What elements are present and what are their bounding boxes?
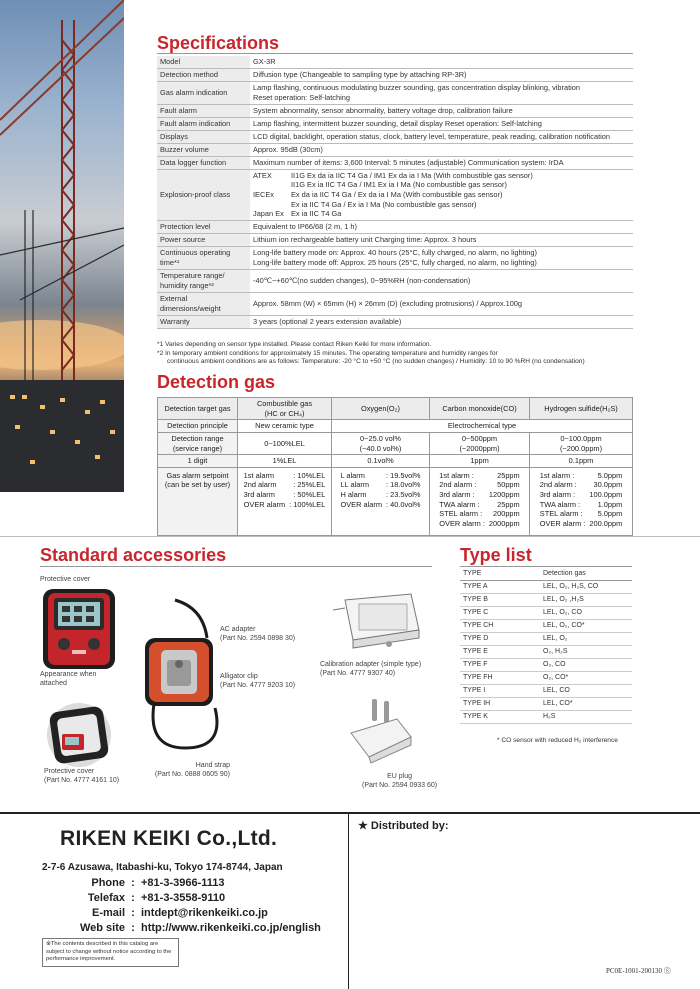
table-row xyxy=(157,169,633,220)
table-cell: 0.1vol% xyxy=(332,455,430,468)
spec-label: Power source xyxy=(157,233,250,246)
footnote: continuous ambient conditions are as follows: Temperature: -20 °C to +50 °C (no sudden changes) / Humidity: 10 to 90 %RH (no condensation) xyxy=(167,358,585,366)
spec-value: Lithium ion rechargeable battery unit Charging time: Approx. 3 hours xyxy=(250,233,633,246)
spec-value: -40℃~+60℃(no sudden changes), 0~95%RH (non-condensation) xyxy=(250,269,633,292)
table-row xyxy=(157,104,633,117)
specification-footnotes xyxy=(157,341,657,367)
spec-label xyxy=(157,269,250,292)
alarm-name: 2nd alarm xyxy=(243,480,277,490)
table-row xyxy=(460,632,632,645)
protective-cover-heading: Protective cover xyxy=(40,576,91,583)
caption-line: Hand strap xyxy=(195,762,230,769)
alarm-value: 200.0ppm xyxy=(589,518,623,528)
ac-adapter-caption xyxy=(220,626,295,644)
alarm-name: 1st alarm xyxy=(243,470,275,480)
row-label-line: Detection range xyxy=(171,433,224,443)
spec-value xyxy=(250,246,633,269)
alarm-value: 25ppm xyxy=(497,470,520,480)
phone-number: +81-3-3966-1113 xyxy=(141,877,225,889)
table-header-row xyxy=(158,398,633,420)
section-divider xyxy=(0,536,700,537)
accessories-heading: Standard accessories xyxy=(40,545,227,565)
table-cell xyxy=(238,467,332,535)
table-cell xyxy=(332,432,430,454)
column-header: Hydrogen sulfide(H₂S) xyxy=(530,398,633,420)
table-row xyxy=(158,467,633,535)
type-name: TYPE D xyxy=(460,632,540,645)
caption-line: (Part No. 0888 0605 90) xyxy=(154,770,230,778)
table-cell xyxy=(332,467,430,535)
spec-value: Approx. 95dB (30cm) xyxy=(250,143,633,156)
alarm-value: : 100%LEL xyxy=(289,499,326,509)
table-row xyxy=(157,246,633,269)
type-gases: O₂, CO* xyxy=(540,671,632,684)
contact-block xyxy=(66,876,321,936)
alarm-value: : 25%LEL xyxy=(293,480,326,490)
table-row xyxy=(157,269,633,292)
alarm-name: 2nd alarm : xyxy=(439,480,477,490)
cert-label: Japan Ex xyxy=(253,209,284,219)
row-label: 1 digit xyxy=(158,455,238,468)
caption-line: EU plug xyxy=(387,773,412,780)
protective-cover-image xyxy=(44,702,114,768)
alarm-name: OVER alarm : xyxy=(539,518,586,528)
type-gases: LEL, CO* xyxy=(540,697,632,710)
heading-rule xyxy=(157,53,633,54)
crane-silhouette-graphic xyxy=(0,0,124,492)
contact-label: Web site xyxy=(79,922,125,934)
contact-label: Telefax xyxy=(87,892,125,904)
table-cell xyxy=(238,432,332,454)
column-header: TYPE xyxy=(460,567,540,580)
spec-label: Detection method xyxy=(157,68,250,81)
alligator-clip-caption xyxy=(220,673,295,691)
table-row xyxy=(158,432,633,454)
spec-label-line: humidity range*² xyxy=(160,280,214,290)
table-row xyxy=(460,658,632,671)
alarm-value: 100.0ppm xyxy=(589,490,623,499)
caption-line: Appearance when xyxy=(40,671,97,678)
cell-line: (~40.0 vol%) xyxy=(359,443,402,453)
spec-label: Model xyxy=(157,56,250,68)
footer-divider xyxy=(0,812,700,814)
alarm-value: 2000ppm xyxy=(488,518,520,528)
cert-value: Ex da ia IIC T4 Ga / Ex da ia I Ma (With combustible gas sensor) xyxy=(291,190,503,200)
alarm-value: : 18.0vol% xyxy=(385,480,421,490)
table-cell xyxy=(530,432,633,454)
contact-label: E-mail xyxy=(91,907,125,919)
spec-label: Displays xyxy=(157,130,250,143)
column-header: Detection target gas xyxy=(158,398,238,420)
table-row xyxy=(157,68,633,81)
table-row xyxy=(460,606,632,619)
table-row xyxy=(460,645,632,658)
type-gases: LEL, O₂, H₂S, CO xyxy=(540,580,632,593)
calibration-adapter-image xyxy=(325,590,425,656)
type-gases: LEL, CO xyxy=(540,684,632,697)
cell-line: 0~100%LEL xyxy=(264,438,305,448)
alarm-value: 25ppm xyxy=(497,499,520,509)
cert-label: IECEx xyxy=(253,190,274,200)
disclaimer-note: ※The contents described in this catalog are subject to change without notice according to the performance improvement. xyxy=(42,938,179,967)
table-cell xyxy=(430,432,530,454)
type-gases: LEL, O₂, CO* xyxy=(540,619,632,632)
caption-line: (Part No. 2594 0933 60) xyxy=(362,781,438,789)
table-cell: 1%LEL xyxy=(238,455,332,468)
alarm-value: 5.0ppm xyxy=(597,470,623,480)
type-name: TYPE C xyxy=(460,606,540,619)
heading-rule xyxy=(40,566,432,567)
caption-line: (Part No. 2594 0898 30) xyxy=(220,634,296,642)
caption-line: (Part No. 4777 4161 10) xyxy=(44,776,120,784)
table-row xyxy=(460,593,632,606)
hand-strap-caption xyxy=(150,762,230,780)
table-row xyxy=(157,156,633,169)
table-row xyxy=(460,697,632,710)
alarm-setpoint-list xyxy=(244,471,326,510)
alarm-setpoint-list xyxy=(439,471,519,529)
spec-value: Equivalent to IP66/68 (2 m, 1 h) xyxy=(250,220,633,233)
type-name: TYPE I xyxy=(460,684,540,697)
table-row xyxy=(158,455,633,468)
type-gases: H₂S xyxy=(540,710,632,723)
website-url: http://www.rikenkeiki.co.jp/english xyxy=(141,922,321,934)
table-row xyxy=(460,684,632,697)
spec-label: Explosion-proof class xyxy=(157,169,250,220)
column-header: Detection gas xyxy=(540,567,632,580)
table-row xyxy=(460,710,632,723)
cert-value: Ex ia IIC T4 Ga xyxy=(291,209,342,219)
alarm-name: TWA alarm : xyxy=(539,499,581,509)
cert-value: II1G Ex ia IIC T4 Ga / IM1 Ex ia I Ma (No combustible gas sensor) xyxy=(291,180,507,190)
footer-vertical-divider xyxy=(348,814,349,989)
alarm-name: OVER alarm xyxy=(243,499,286,509)
alarm-value: : 50%LEL xyxy=(293,490,326,499)
catalog-code: PC0E-1001-200130 Ⓢ xyxy=(606,967,671,975)
table-cell: New ceramic type xyxy=(238,420,332,433)
table-cell: 0.1ppm xyxy=(530,455,633,468)
table-cell: Electrochemical type xyxy=(332,420,633,433)
table-row xyxy=(157,130,633,143)
table-cell xyxy=(430,467,530,535)
caption-line: (Part No. 4777 9203 10) xyxy=(220,681,296,689)
company-address: 2-7-6 Azusawa, Itabashi-ku, Tokyo 174-8744, Japan xyxy=(42,862,283,873)
table-row xyxy=(157,292,633,315)
alarm-value: : 40.0vol% xyxy=(385,499,421,509)
cell-line: 0~25.0 vol% xyxy=(360,433,401,443)
footnote: *2 In temporary ambient conditions for approximately 15 minutes. The operating temperature and humidity ranges for xyxy=(157,349,498,357)
table-row xyxy=(460,580,632,593)
alarm-value: 30.0ppm xyxy=(593,480,623,490)
contact-row: Phone : +81-3-3966-1113 xyxy=(66,876,321,891)
eu-plug-caption xyxy=(362,773,437,791)
type-gases: LEL, O₂ ,H₂S xyxy=(540,593,632,606)
spec-label: Data logger function xyxy=(157,156,250,169)
alarm-value: 1200ppm xyxy=(488,490,520,499)
alarm-name: STEL alarm : xyxy=(439,509,483,519)
row-label-line: (can be set by user) xyxy=(164,480,231,490)
table-row xyxy=(157,220,633,233)
type-name: TYPE B xyxy=(460,593,540,606)
spec-label: Warranty xyxy=(157,315,250,328)
table-row xyxy=(157,117,633,130)
cert-label: ATEX xyxy=(253,170,272,180)
distributed-by-label: ★ Distributed by: xyxy=(358,820,449,832)
row-label xyxy=(158,432,238,454)
contact-row: Telefax : +81-3-3558-9110 xyxy=(66,891,321,906)
row-label xyxy=(158,467,238,535)
column-header: Oxygen(O₂) xyxy=(332,398,430,420)
eu-plug-image xyxy=(345,697,415,767)
device-with-cover-image xyxy=(42,588,116,670)
spec-value: Diffusion type (Changeable to sampling type by attaching RP-3R) xyxy=(250,68,633,81)
alarm-name: TWA alarm : xyxy=(439,499,480,509)
alarm-name: 1st alarm : xyxy=(439,470,474,480)
type-name: TYPE A xyxy=(460,580,540,593)
column-header-line: Combustible gas xyxy=(256,399,313,408)
spec-label: Continuous operating time*¹ xyxy=(157,246,250,269)
specifications-table xyxy=(157,56,633,329)
alarm-value: 50ppm xyxy=(497,480,520,490)
device-with-clip-and-strap-image xyxy=(135,598,225,758)
spec-label: External dimensions/weight xyxy=(157,292,250,315)
alarm-name: STEL alarm : xyxy=(539,509,583,519)
spec-value-line: Reset operation: Self-latching xyxy=(253,92,350,102)
construction-crane-photo xyxy=(0,0,124,492)
cell-line: 0~100.0ppm xyxy=(560,433,602,443)
table-row xyxy=(157,233,633,246)
type-name: TYPE FH xyxy=(460,671,540,684)
footnote: *1 Varies depending on sensor type installed. Please contact Riken Keiki for more information. xyxy=(157,341,432,348)
table-row xyxy=(157,56,633,68)
spec-value: GX-3R xyxy=(250,56,633,68)
column-header: Carbon monoxide(CO) xyxy=(430,398,530,420)
protective-cover-caption xyxy=(44,768,119,786)
type-name: TYPE K xyxy=(460,710,540,723)
alarm-value: : 10%LEL xyxy=(293,470,326,480)
spec-value-line: Long-life battery mode on: Approx. 40 hours (25°C, fully charged, no alarm, no lighting) xyxy=(253,247,537,257)
company-name: RIKEN KEIKI Co.,Ltd. xyxy=(60,827,278,850)
alarm-name: L alarm xyxy=(340,470,365,480)
spec-value: 3 years (optional 2 years extension available) xyxy=(250,315,633,328)
calibration-adapter-caption xyxy=(320,661,421,679)
column-header-line: (HC or CH₄) xyxy=(264,408,305,418)
type-list-footnote: * CO sensor with reduced H₂ interference xyxy=(497,737,618,744)
spec-value: Approx. 58mm (W) × 65mm (H) × 26mm (D) (excluding protrusions) / Approx.100g xyxy=(250,292,633,315)
alarm-name: LL alarm xyxy=(340,480,369,490)
alarm-name: OVER alarm xyxy=(340,499,382,509)
contact-row: Web site : http://www.rikenkeiki.co.jp/english xyxy=(66,921,321,936)
alarm-name: 2nd alarm : xyxy=(539,480,577,490)
table-row xyxy=(158,420,633,433)
spec-value-line: Lamp flashing, continuous modulating buzzer sounding, gas concentration display blinking, vibration xyxy=(253,82,581,92)
spec-label-line: Temperature range/ xyxy=(160,270,225,280)
table-row xyxy=(460,619,632,632)
table-header-row xyxy=(460,567,632,580)
caption-line: attached xyxy=(40,679,67,687)
spec-value xyxy=(250,81,633,104)
type-gases: O₂, H₂S xyxy=(540,645,632,658)
cell-line: (~200.0ppm) xyxy=(559,443,603,453)
email-address: intdept@rikenkeiki.co.jp xyxy=(141,907,268,919)
alarm-name: 1st alarm : xyxy=(539,470,575,480)
caption-line: Calibration adapter (simple type) xyxy=(320,661,422,668)
spec-label: Fault alarm xyxy=(157,104,250,117)
type-name: TYPE IH xyxy=(460,697,540,710)
fax-number: +81-3-3558-9110 xyxy=(141,892,226,904)
alarm-value: : 19.5vol% xyxy=(385,470,421,480)
cell-line: 0~500ppm xyxy=(461,433,498,443)
table-cell: 1ppm xyxy=(430,455,530,468)
alarm-value: : 23.5vol% xyxy=(385,490,421,499)
caption-line: Alligator clip xyxy=(220,673,258,680)
cert-value: II1G Ex da ia IIC T4 Ga / IM1 Ex da ia I Ma (With combustible gas sensor) xyxy=(291,170,533,180)
spec-value-line: Long-life battery mode off: Approx. 25 hours (25°C, fully charged, no alarm, no lighting) xyxy=(253,257,537,267)
alarm-setpoint-list xyxy=(341,471,421,510)
alarm-name: 3rd alarm : xyxy=(539,490,576,499)
alarm-value: 5.0ppm xyxy=(597,509,623,519)
type-list-heading: Type list xyxy=(460,545,532,565)
spec-value: LCD digital, backlight, operation status, clock, battery level, temperature, peak reading, calibration notification xyxy=(250,130,633,143)
caption-line: AC adapter xyxy=(220,626,256,633)
spec-label: Buzzer volume xyxy=(157,143,250,156)
spec-label: Protection level xyxy=(157,220,250,233)
row-label-line: (service range) xyxy=(172,443,223,453)
contact-row: E-mail : intdept@rikenkeiki.co.jp xyxy=(66,906,321,921)
type-list-table xyxy=(460,567,632,724)
row-label: Detection principle xyxy=(158,420,238,433)
specifications-heading: Specifications xyxy=(157,33,280,53)
detection-gas-heading: Detection gas xyxy=(157,372,276,392)
alarm-setpoint-list xyxy=(540,471,622,529)
spec-value: System abnormality, sensor abnormality, battery voltage drop, calibration failure xyxy=(250,104,633,117)
spec-label: Fault alarm indication xyxy=(157,117,250,130)
alarm-name: 3rd alarm xyxy=(243,490,275,499)
table-row xyxy=(157,81,633,104)
appearance-caption xyxy=(40,671,96,689)
table-row xyxy=(157,143,633,156)
type-name: TYPE CH xyxy=(460,619,540,632)
caption-line: (Part No. 4777 9307 40) xyxy=(320,669,396,677)
alarm-name: 3rd alarm : xyxy=(439,490,475,499)
row-label-line: Gas alarm setpoint xyxy=(166,470,229,480)
spec-value: Lamp flashing, intermittent buzzer sounding, detail display Reset operation: Self-latching xyxy=(250,117,633,130)
spec-label: Gas alarm indication xyxy=(157,81,250,104)
table-cell xyxy=(530,467,633,535)
type-gases: LEL, O₂, CO xyxy=(540,606,632,619)
table-row xyxy=(157,315,633,328)
cert-value: Ex ia IIC T4 Ga / Ex ia I Ma (No combustible gas sensor) xyxy=(291,199,477,209)
alarm-name: H alarm xyxy=(340,490,367,499)
type-name: TYPE F xyxy=(460,658,540,671)
type-name: TYPE E xyxy=(460,645,540,658)
cell-line: (~2000ppm) xyxy=(459,443,500,453)
column-header xyxy=(238,398,332,420)
caption-line: Protective cover xyxy=(44,768,95,775)
spec-value: Maximum number of items: 3,600 Interval: 5 minutes (adjustable) Communication system: IrDA xyxy=(250,156,633,169)
type-gases: LEL, O₂ xyxy=(540,632,632,645)
explosion-proof-details xyxy=(250,169,633,220)
detection-gas-table xyxy=(157,397,633,536)
alarm-name: OVER alarm : xyxy=(439,518,485,528)
alarm-value: 200ppm xyxy=(492,509,520,519)
alarm-value: 1.0ppm xyxy=(597,499,623,509)
type-gases: O₂, CO xyxy=(540,658,632,671)
contact-label: Phone xyxy=(91,877,125,889)
table-row xyxy=(460,671,632,684)
